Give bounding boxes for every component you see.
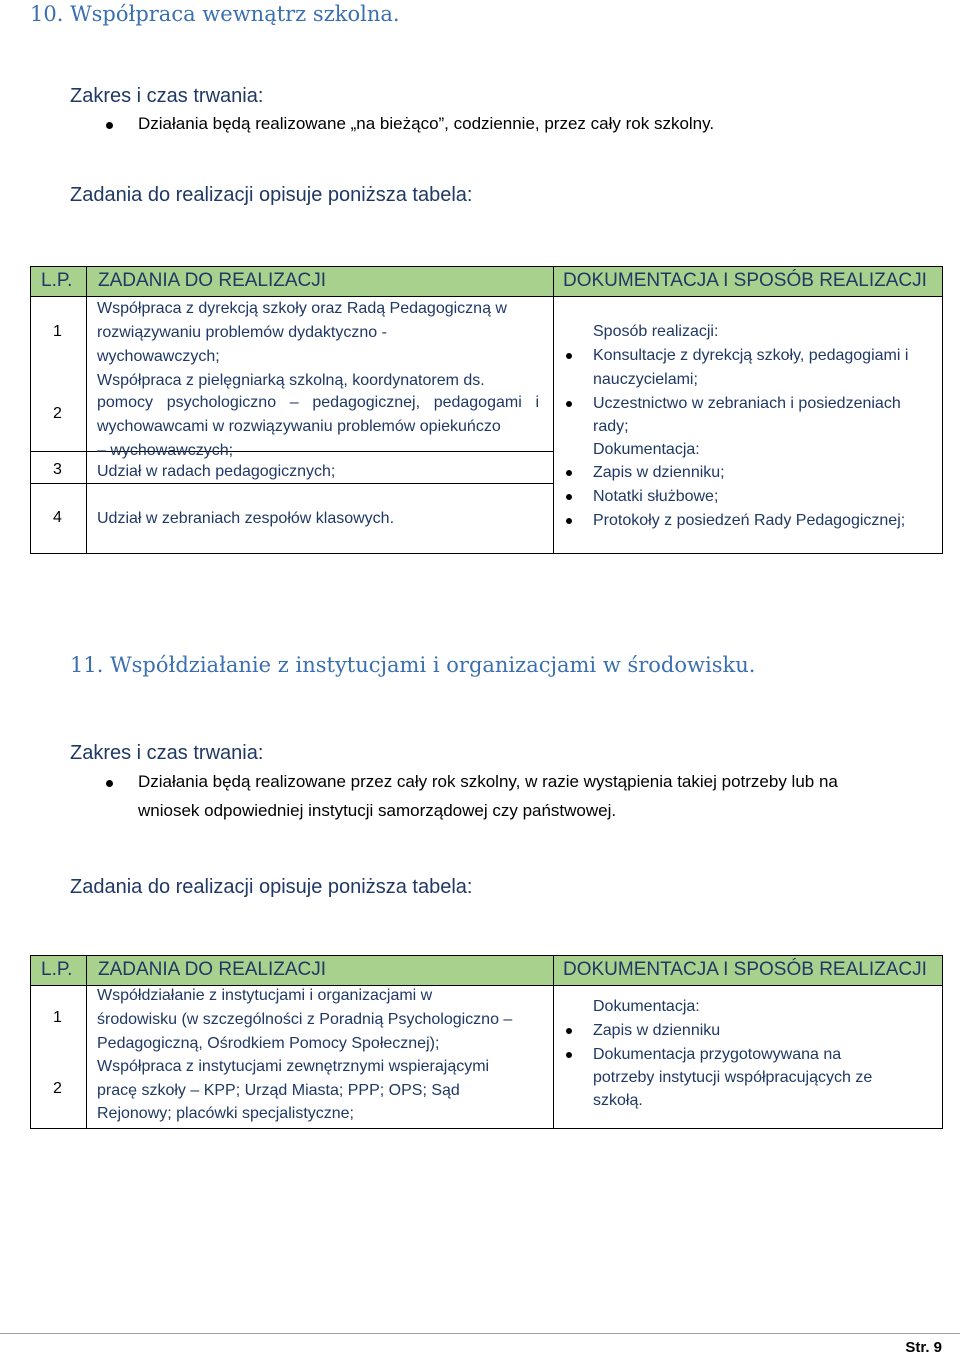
page-number: Str. 9: [905, 1339, 942, 1356]
row-1-number: 1: [53, 1009, 62, 1026]
row-3-number: 3: [53, 461, 62, 478]
row-1-task-line: wychowawczych;: [97, 348, 220, 365]
bullet-icon: [566, 1028, 572, 1034]
header-tasks: ZADANIA DO REALIZACJI: [98, 959, 327, 980]
row-1-task-line: rozwiązywaniu problemów dydaktyczno -: [97, 324, 387, 341]
row-2-task-line: pracę szkoły – KPP; Urząd Miasta; PPP; OPS; Sąd: [97, 1082, 460, 1099]
method-item: Konsultacje z dyrekcją szkoły, pedagogiami i: [593, 347, 909, 364]
header-tasks: ZADANIA DO REALIZACJI: [98, 270, 327, 291]
row-1-number: 1: [53, 323, 62, 340]
table-header: [31, 267, 942, 297]
method-label: Sposób realizacji:: [593, 323, 719, 340]
documentation-item-cont: potrzeby instytucji współpracujących ze: [593, 1069, 873, 1086]
section-11-tasks-heading: Zadania do realizacji opisuje poniższa tabela:: [70, 876, 473, 898]
row-4-task-line: Udział w zebraniach zespołów klasowych.: [97, 510, 395, 527]
footer-divider: [0, 1333, 960, 1334]
row-2-task-line: pomocy psychologiczno – pedagogicznej, pedagogami i: [97, 394, 539, 411]
row-4-number: 4: [53, 509, 62, 526]
row-2-number: 2: [53, 405, 62, 422]
documentation-item-cont: szkołą.: [593, 1092, 643, 1109]
row-2-task-line: wychowawcami w rozwiązywaniu problemów opiekuńczo: [97, 418, 501, 435]
bullet-icon: [566, 494, 572, 500]
row-3-task-line: Udział w radach pedagogicznych;: [97, 463, 336, 480]
section-11-scope-bullet-line: Działania będą realizowane przez cały rok szkolny, w razie wystąpienia takiej potrzeby lub na: [138, 772, 838, 791]
bullet-icon: [566, 401, 572, 407]
row-1-task-line: środowisku (w szczególności z Poradnią Psychologiczno –: [97, 1011, 513, 1028]
row-2-task-line: Rejonowy; placówki specjalistyczne;: [97, 1105, 354, 1122]
row-2-task-line: – wychowawczych;: [97, 442, 234, 459]
documentation-item: Zapis w dzienniku: [593, 1022, 721, 1039]
row-1-task-line: Współdziałanie z instytucjami i organizacjami w: [97, 987, 433, 1004]
row-2-number: 2: [53, 1080, 62, 1097]
documentation-item: Protokoły z posiedzeń Rady Pedagogicznej;: [593, 512, 906, 529]
documentation-item: Zapis w dzienniku;: [593, 464, 725, 481]
bullet-icon: [566, 470, 572, 476]
bullet-icon: [566, 353, 572, 359]
table-header: [31, 956, 942, 986]
section-10-scope-heading: Zakres i czas trwania:: [70, 85, 264, 107]
section-11-table: [30, 955, 943, 1129]
row-1-task-line: Pedagogiczną, Ośrodkiem Pomocy Społecznej);: [97, 1035, 440, 1052]
row-1-task-line: Współpraca z dyrekcją szkoły oraz Radą Pedagogiczną w: [97, 300, 507, 317]
section-11-title: 11. Współdziałanie z instytucjami i organizacjami w środowisku.: [70, 653, 756, 677]
section-11-scope-bullet-line: wniosek odpowiedniej instytucji samorządowej czy państwowej.: [138, 801, 617, 820]
header-lp: L.P.: [41, 270, 73, 291]
row-2-task-line: Współpraca z pielęgniarką szkolną, koordynatorem ds.: [97, 372, 485, 389]
documentation-label: Dokumentacja:: [593, 441, 700, 458]
documentation-item: Dokumentacja przygotowywana na: [593, 1046, 842, 1063]
bullet-icon: [566, 518, 572, 524]
method-item-cont: rady;: [593, 418, 629, 435]
documentation-label: Dokumentacja:: [593, 998, 700, 1015]
section-10-table: [30, 266, 943, 554]
section-10-title: 10. Współpraca wewnątrz szkolna.: [30, 2, 400, 26]
method-item-cont: nauczycielami;: [593, 371, 698, 388]
section-10-tasks-heading: Zadania do realizacji opisuje poniższa tabela:: [70, 184, 473, 206]
header-lp: L.P.: [41, 959, 73, 980]
row-2-task-line: Współpraca z instytucjami zewnętrznymi wspierającymi: [97, 1058, 490, 1075]
documentation-item: Notatki służbowe;: [593, 488, 719, 505]
section-10-scope-bullet: Działania będą realizowane „na bieżąco”, codziennie, przez cały rok szkolny.: [138, 114, 715, 133]
bullet-icon: [566, 1052, 572, 1058]
bullet-icon: [106, 780, 113, 787]
bullet-icon: [106, 122, 113, 129]
header-documentation: DOKUMENTACJA I SPOSÓB REALIZACJI: [563, 270, 927, 291]
header-documentation: DOKUMENTACJA I SPOSÓB REALIZACJI: [563, 959, 927, 980]
section-11-scope-heading: Zakres i czas trwania:: [70, 742, 264, 764]
method-item: Uczestnictwo w zebraniach i posiedzeniach: [593, 395, 901, 412]
